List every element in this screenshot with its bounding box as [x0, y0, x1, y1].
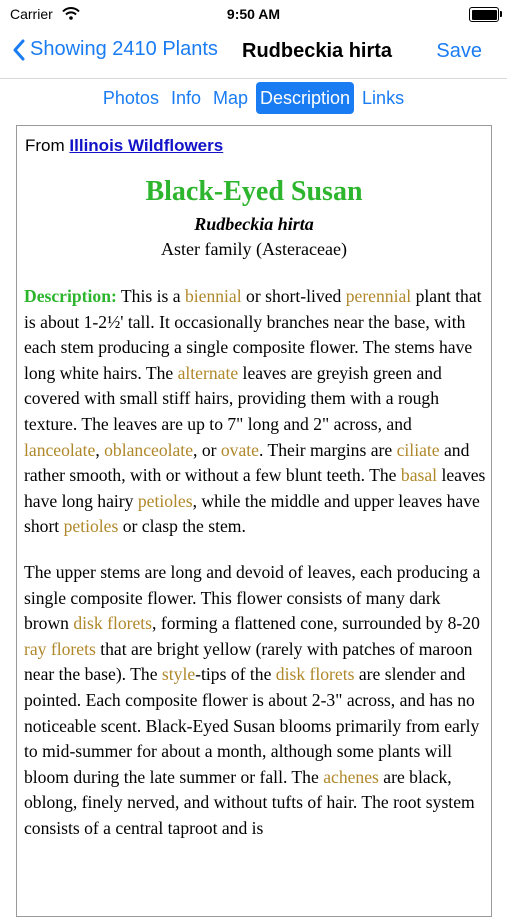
carrier-label: Carrier	[10, 6, 53, 22]
back-button-label: Showing 2410 Plants	[30, 38, 218, 60]
page-title: Rudbeckia hirta	[242, 40, 393, 62]
tab-links[interactable]: Links	[362, 88, 405, 108]
segmented-tabs	[0, 82, 507, 114]
source-prefix: From	[25, 136, 65, 155]
description-text-run: , while the middle and upper leaves have short	[24, 490, 480, 537]
description-text-run: , or	[193, 439, 221, 460]
glossary-term-link[interactable]: disk florets	[73, 613, 153, 634]
tab-description[interactable]: Description	[256, 82, 354, 114]
glossary-term-link[interactable]: petioles	[63, 516, 119, 537]
source-line	[25, 136, 223, 156]
description-text-run: . Their margins are	[258, 439, 397, 460]
description-text-run: , forming a flattened cone, surrounded by 8-20	[152, 613, 480, 634]
glossary-term-link[interactable]: basal	[400, 465, 438, 486]
navigation-bar	[0, 28, 507, 79]
tab-photos[interactable]: Photos	[102, 88, 159, 108]
description-paragraph-2	[24, 560, 486, 842]
glossary-term-link[interactable]: ciliate	[396, 439, 440, 460]
glossary-term-link[interactable]: perennial	[345, 286, 412, 306]
description-text-run: This is a	[116, 286, 185, 306]
description-label: Description:	[24, 286, 117, 306]
description-text-run: plant that is about 1-2½' tall. It occasionally branches near the base, with each stem producing a single composite flower. The stems have long white hairs. The	[24, 286, 482, 383]
glossary-term-link[interactable]: petioles	[137, 490, 193, 511]
description-panel[interactable]	[16, 125, 492, 917]
description-text-run: that are bright yellow (rarely with patches of maroon near the base). The	[24, 638, 473, 685]
common-name: Black-Eyed Susan	[145, 176, 363, 207]
tab-info[interactable]: Info	[170, 88, 201, 108]
description-text-run: or clasp the stem.	[118, 516, 246, 537]
status-bar	[0, 0, 507, 28]
glossary-term-link[interactable]: ray florets	[24, 638, 96, 659]
back-button[interactable]	[12, 38, 218, 61]
plant-family: Aster family (Asteraceae)	[161, 239, 347, 259]
description-text-run: -tips of the	[195, 664, 276, 685]
description-text-run: The upper stems are long and devoid of leaves, each producing a single composite flower. This flower consists of many dark brown	[24, 561, 481, 634]
description-text-run: ,	[95, 439, 105, 460]
glossary-term-link[interactable]: style	[161, 664, 196, 685]
battery-icon	[469, 7, 499, 22]
description-text-run: leaves are greyish green and covered with small stiff hairs, providing them with a rough texture. The leaves are up to 7" long and 2" across, and	[24, 362, 442, 434]
description-text-run: and rather smooth, with or without a few blunt teeth. The	[24, 439, 470, 486]
glossary-term-link[interactable]: achenes	[323, 766, 379, 787]
glossary-term-link[interactable]: alternate	[177, 362, 239, 383]
glossary-term-link[interactable]: oblanceolate	[104, 439, 194, 460]
chevron-left-icon	[12, 39, 26, 61]
glossary-term-link[interactable]: biennial	[184, 286, 242, 306]
description-paragraph-1	[24, 284, 486, 540]
tab-map[interactable]: Map	[212, 88, 248, 108]
description-text-run: are slender and pointed. Each composite flower is about 2-3" across, and has no noticeable scent. Black-Eyed Susan blooms primarily from early to mid-summer for about a month, although some plants will bloom during the late summer or fall. The	[24, 664, 480, 787]
source-link[interactable]: Illinois Wildflowers	[69, 136, 224, 155]
description-text	[24, 284, 486, 861]
description-text-run: leaves have long hairy	[24, 465, 486, 511]
scientific-name: Rudbeckia hirta	[194, 214, 314, 234]
glossary-term-link[interactable]: ovate	[220, 439, 259, 460]
description-text-run: are black, oblong, finely nerved, and without tufts of hair. The root system consists of a central taproot and is	[24, 766, 475, 838]
status-time: 9:50 AM	[226, 6, 281, 22]
glossary-term-link[interactable]: lanceolate	[24, 439, 96, 460]
glossary-term-link[interactable]: disk florets	[275, 664, 355, 685]
description-text-run: or short-lived	[241, 286, 346, 306]
plant-header	[17, 176, 491, 260]
save-button[interactable]: Save	[436, 40, 482, 62]
